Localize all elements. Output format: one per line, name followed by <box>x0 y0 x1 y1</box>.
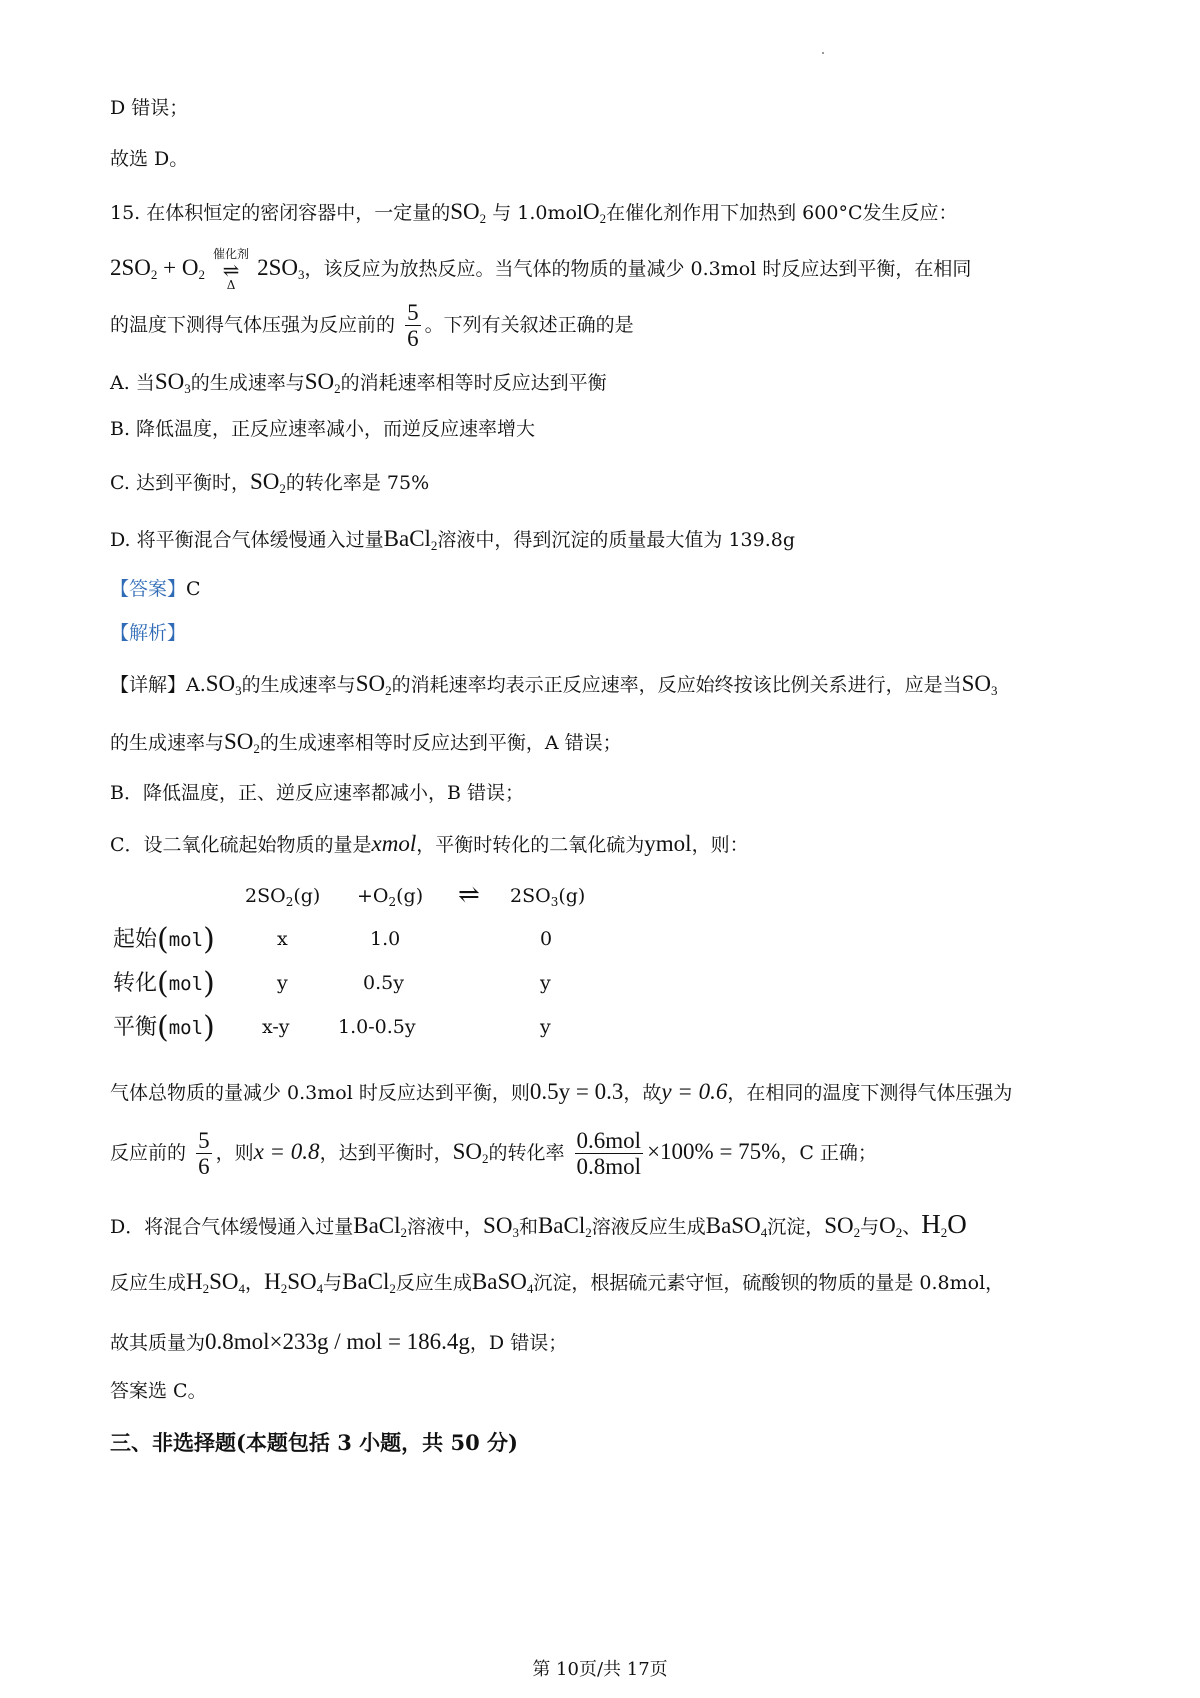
table-row-label: 起始(mol) <box>113 922 215 957</box>
speck <box>822 52 824 54</box>
table-header-cell: $2SO_2(g)$ <box>245 885 321 909</box>
table-header-cell: $+O_2(g)$ <box>357 885 424 909</box>
detail-a: 【详解】$A.SO_3$的生成速率与$SO_2$的消耗速率均表示正反应速率，反应始终按该比例关系进行，应是当$SO_3$ <box>110 671 998 698</box>
equilibrium-arrow: 催化剂 ⇌ Δ <box>213 247 250 293</box>
conversion-calc: 反应前的 $\frac{5}{6}$ ，则x = 0.8，达到平衡时，$SO_2$的转化率 $\frac{\text{0.6mol}}{\text{0.8mol}}$ ×100% = 75%，C 正确； <box>110 1128 877 1180</box>
final-answer: 答案选 C。 <box>110 1380 207 1402</box>
analysis-label: 【解析】 <box>110 622 187 644</box>
page-footer: 第 10页/共 17页 <box>532 1659 668 1680</box>
table-row-label: 转化(mol) <box>113 966 215 1001</box>
detail-d-line1: D．将混合气体缓慢通入过量BaCl$_2$溶液中，$SO_3$和BaCl$_2$溶液反应生成BaSO$_4$沉淀，$SO_2$与$O_2$、$H_2O$ <box>110 1209 967 1240</box>
option-c: C. 达到平衡时，$SO_2$的转化率是 75% <box>110 469 430 496</box>
table-cell: 0.5y <box>363 972 404 994</box>
table-cell: 1.0 <box>370 928 401 950</box>
table-cell: y <box>540 972 551 994</box>
table-cell: x <box>277 928 288 950</box>
section-heading: 三、非选择题(本题包括 3 小题，共 50 分) <box>110 1430 518 1455</box>
table-cell: 0 <box>540 928 553 950</box>
detail-a-cont: 的生成速率与$SO_2$的生成速率相等时反应达到平衡，A 错误； <box>110 729 622 756</box>
table-cell: y <box>277 972 288 994</box>
table-cell: x-y <box>262 1016 290 1038</box>
text-line: 故选 D。 <box>110 148 189 170</box>
answer: 【答案】C <box>110 578 201 600</box>
detail-c: C．设二氧化硫起始物质的量是xmol，平衡时转化的二氧化硫为ymol，则： <box>110 831 749 856</box>
table-header-cell: ⇌ <box>458 880 480 910</box>
detail-d-line2: 反应生成$H_2SO_4$，$H_2SO_4$与BaCl$_2$反应生成BaSO$_4$沉淀，根据硫元素守恒，硫酸钡的物质的量是 0.8mol， <box>110 1269 1005 1296</box>
table-cell: 1.0-0.5y <box>338 1016 416 1038</box>
fraction: $\frac{\text{0.6mol}}{\text{0.8mol}}$ <box>576 1128 642 1180</box>
fraction: $\frac{5}{6}$ <box>198 1128 210 1180</box>
option-b: B. 降低温度，正反应速率减小，而逆反应速率增大 <box>110 418 536 440</box>
text-line: D 错误； <box>110 97 189 119</box>
gas-calc: 气体总物质的量减少 0.3mol 时反应达到平衡，则0.5y = 0.3，故y = 0.6，在相同的温度下测得气体压强为 <box>110 1079 1013 1104</box>
table-row-label: 平衡(mol) <box>113 1010 215 1045</box>
detail-b: B．降低温度，正、逆反应速率都减小，B 错误； <box>110 782 524 804</box>
table-cell: y <box>540 1016 551 1038</box>
option-a: A. 当$SO_3$的生成速率与$SO_2$的消耗速率相等时反应达到平衡 <box>110 369 607 396</box>
table-header-cell: $2SO_3(g)$ <box>510 885 586 909</box>
question-15-intro: 15. 在体积恒定的密闭容器中，一定量的$SO_2$ 与 1.0molO$_2$在催化剂作用下加热到 600°C发生反应： <box>110 199 958 226</box>
fraction: $\frac{5}{6}$ <box>407 300 419 352</box>
question-15-stem: 的温度下测得气体压强为反应前的 $\frac{5}{6}$ 。下列有关叙述正确的是 <box>110 300 634 352</box>
option-d: D. 将平衡混合气体缓慢通入过量BaCl$_2$溶液中，得到沉淀的质量最大值为 139.8g <box>110 526 796 553</box>
detail-d-line3: 故其质量为0.8mol×233g / mol = 186.4g，D 错误； <box>110 1329 568 1354</box>
reaction-equation: $2SO_2 + O_2$ 催化剂 ⇌ Δ $2SO_3$，该反应为放热反应。当气体的物质的量减少 0.3mol 时反应达到平衡，在相同 <box>110 247 972 293</box>
